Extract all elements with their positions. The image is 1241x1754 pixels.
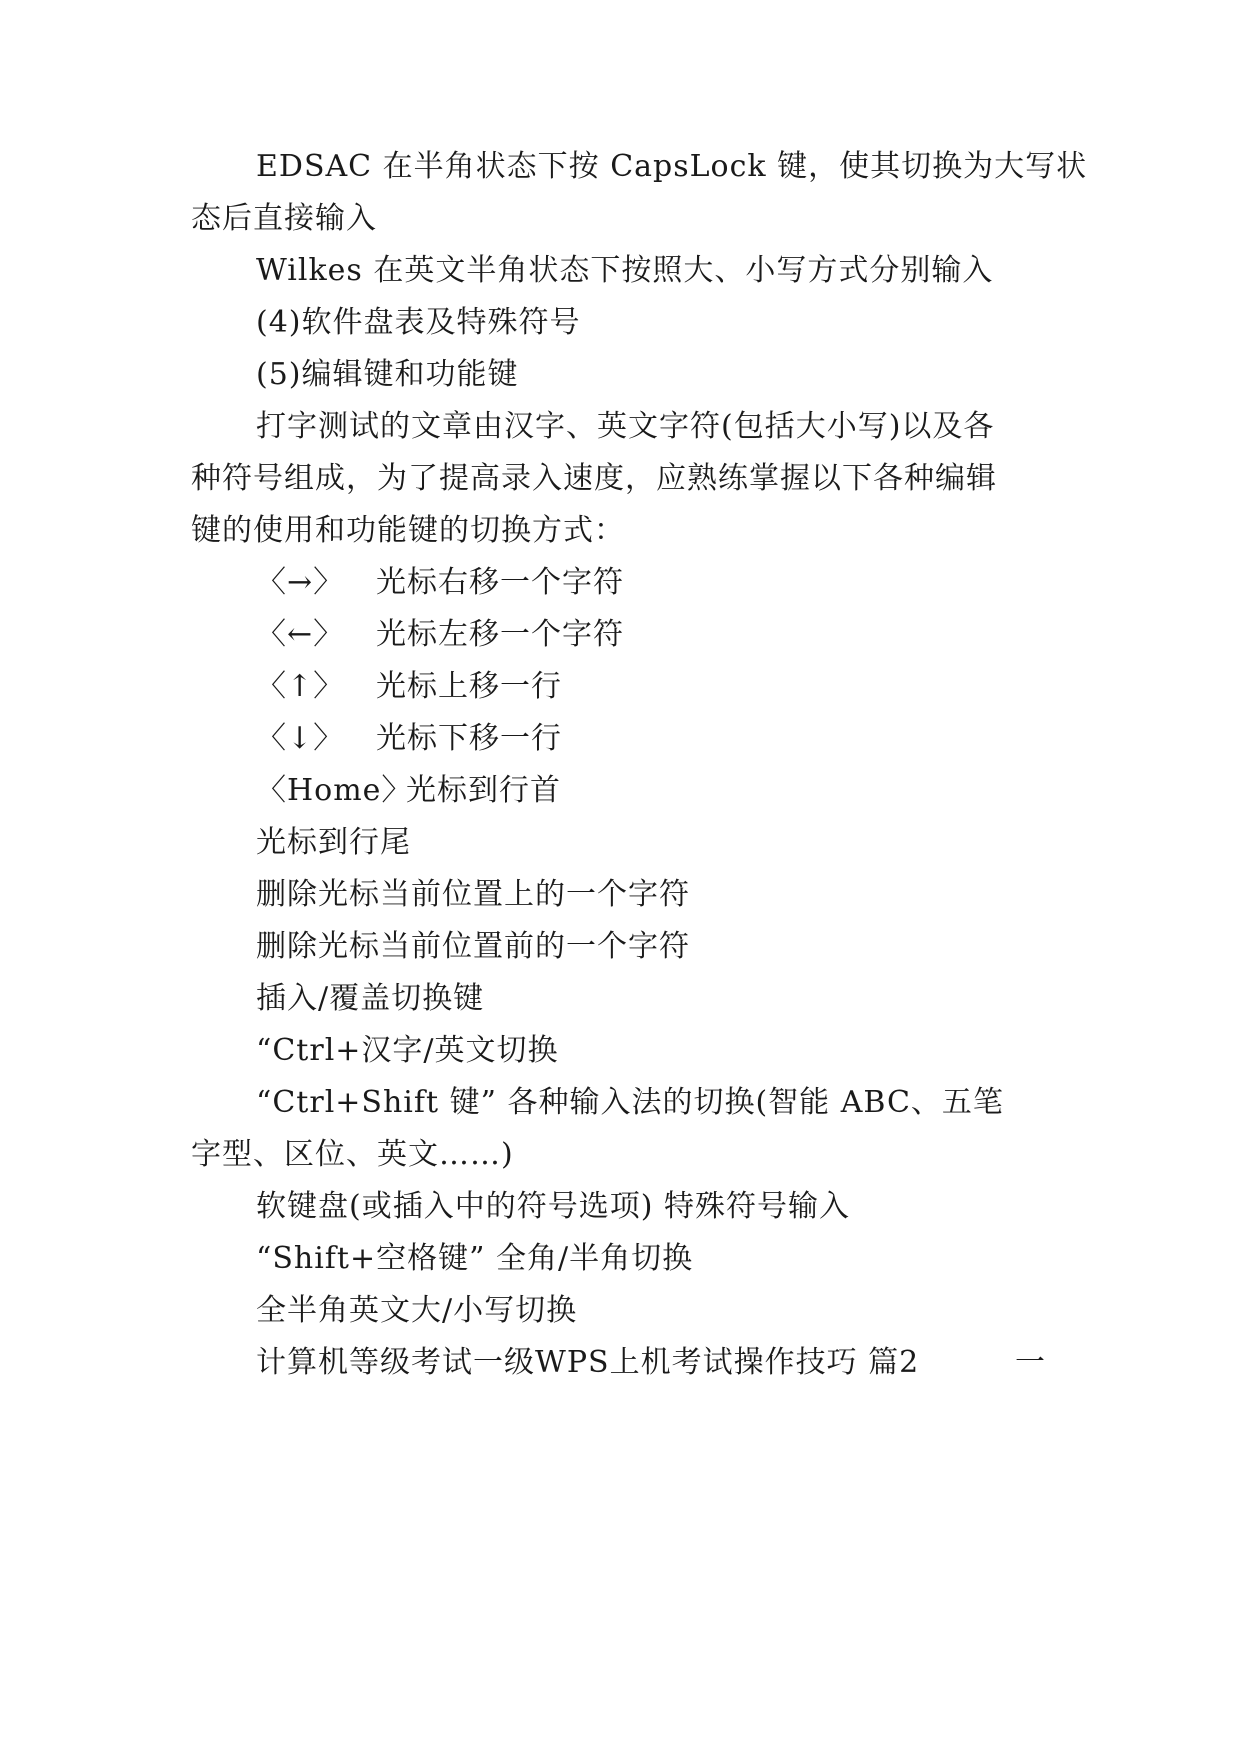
item-line-end: 光标到行尾	[256, 825, 411, 860]
item-insert: 插入/覆盖切换键	[256, 981, 485, 1016]
paragraph-wilkes: Wilkes 在英文半角状态下按照大、小写方式分别输入	[256, 253, 994, 288]
item-ctrl-shift-line2: 字型、区位、英文……)	[191, 1137, 514, 1172]
paragraph-intro-line3: 键的使用和功能键的切换方式：	[191, 513, 625, 548]
item-soft-keyboard: 软键盘(或插入中的符号选项) 特殊符号输入	[256, 1189, 850, 1224]
item-ctrl-space: “Ctrl+汉字/英文切换	[256, 1033, 559, 1068]
section-heading: 计算机等级考试一级WPS上机考试操作技巧 篇2	[256, 1345, 920, 1380]
key-row-left	[256, 615, 624, 655]
key-row-down	[256, 719, 562, 759]
key-desc: 光标上移一行	[376, 669, 562, 704]
key-row-up	[256, 667, 562, 707]
item-ctrl-shift-line1: “Ctrl+Shift 键” 各种输入法的切换(智能 ABC、五笔	[256, 1085, 1004, 1120]
key-label: 〈←〉	[256, 617, 345, 652]
item-backspace: 删除光标当前位置前的一个字符	[256, 929, 690, 964]
item-delete: 删除光标当前位置上的一个字符	[256, 877, 690, 912]
key-desc: 光标下移一行	[376, 721, 562, 756]
paragraph-intro-line2: 种符号组成，为了提高录入速度，应熟练掌握以下各种编辑	[191, 461, 997, 496]
key-label: 〈↑〉	[256, 669, 345, 704]
paragraph-edsac-line1: EDSAC 在半角状态下按 CapsLock 键，使其切换为大写状	[256, 149, 1088, 184]
heading-dash: 一	[1015, 1345, 1046, 1380]
paragraph-edsac-line2: 态后直接输入	[191, 201, 377, 236]
paragraph-section-4: (4)软件盘表及特殊符号	[256, 305, 581, 340]
item-case-switch: 全半角英文大/小写切换	[256, 1293, 578, 1328]
key-label: 〈→〉	[256, 565, 345, 600]
key-desc: 光标到行首	[406, 773, 561, 808]
paragraph-section-5: (5)编辑键和功能键	[256, 357, 519, 392]
item-shift-space: “Shift+空格键” 全角/半角切换	[256, 1241, 694, 1276]
key-row-home	[256, 771, 561, 811]
key-label: 〈↓〉	[256, 721, 345, 756]
paragraph-intro-line1: 打字测试的文章由汉字、英文字符(包括大小写)以及各	[256, 409, 995, 444]
key-row-right	[256, 563, 624, 603]
key-desc: 光标左移一个字符	[376, 617, 624, 652]
key-label: 〈Home〉	[256, 773, 413, 808]
key-desc: 光标右移一个字符	[376, 565, 624, 600]
